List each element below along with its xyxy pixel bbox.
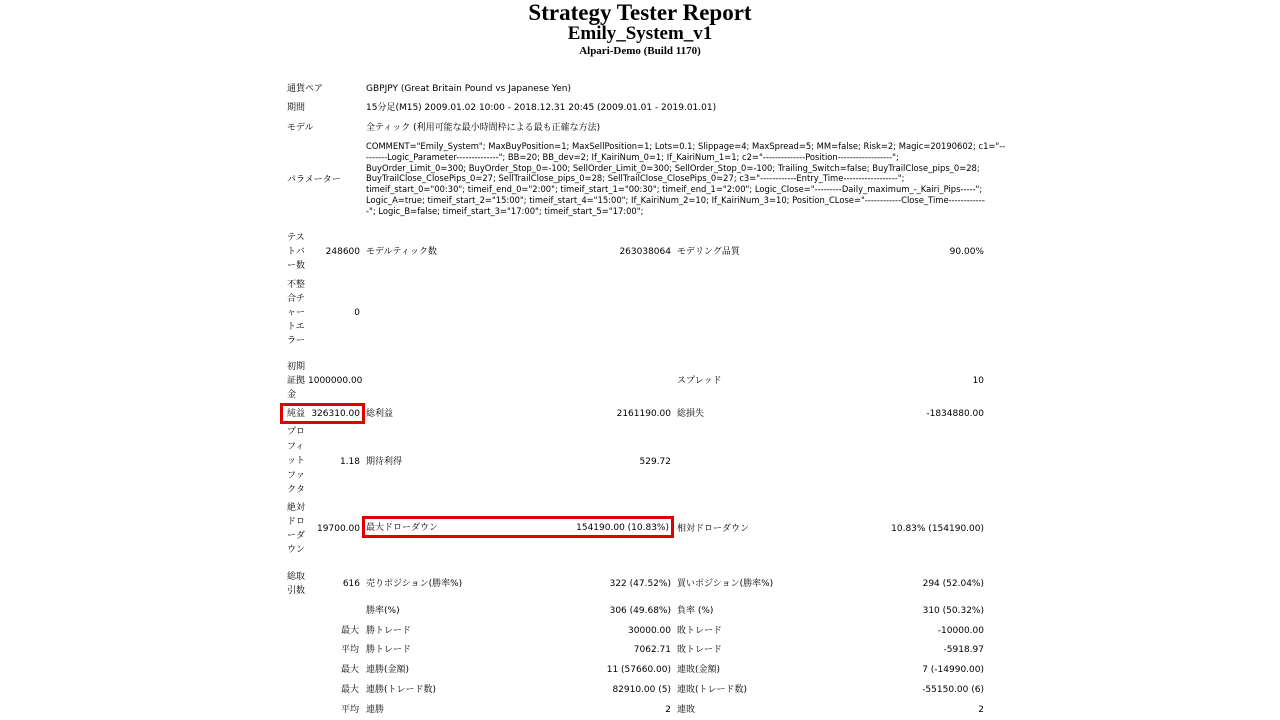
report-title: Strategy Tester Report bbox=[528, 0, 752, 25]
long-value: 294 (52.04%) bbox=[922, 579, 984, 589]
model-ticks-label: モデルティック数 bbox=[366, 247, 437, 257]
win-rate-label: 勝率(%) bbox=[366, 606, 400, 616]
max1-label: 最大 bbox=[341, 665, 360, 675]
params-line: timeif_start_0="00:30"; timeif_end_0="2:00"; timeif_start_1="00:30"; timeif_end_1="2:00"; Logic_Close="---------Daily_maximum_-_Kairi_Pips-----"; bbox=[366, 184, 983, 195]
model-label: モデル bbox=[287, 123, 314, 133]
period-value: 15分足(M15) 2009.01.02 10:00 - 2018.12.31 20:45 (2009.01.01 - 2019.01.01) bbox=[366, 103, 717, 113]
largest-win-value: 30000.00 bbox=[628, 626, 671, 636]
rel-dd-value: 10.83% (154190.00) bbox=[891, 524, 984, 534]
short-label: 売りポジション(勝率%) bbox=[366, 579, 463, 589]
params-line: COMMENT="Emily_System"; MaxBuyPosition=1; MaxSellPosition=1; Lots=0.1; Slippage=4; MaxSpread=5; MM=false; Risk=2; Magic=20190602; c1="-- bbox=[366, 141, 1006, 151]
net-profit-value: 326310.00 bbox=[311, 409, 360, 419]
params-label: パラメーター bbox=[287, 175, 341, 185]
modeling-quality-value: 90.00% bbox=[949, 247, 984, 257]
expected-payoff-value: 529.72 bbox=[639, 457, 671, 467]
total-trades-label: 総取引数 bbox=[287, 572, 306, 596]
largest-label: 最大 bbox=[341, 626, 360, 636]
expected-payoff-label: 期待利得 bbox=[366, 457, 403, 467]
avg-win-label: 勝トレード bbox=[366, 645, 412, 655]
period-label: 期間 bbox=[287, 103, 306, 113]
modeling-quality-label: モデリング品質 bbox=[677, 247, 740, 257]
avg-loss-value: -5918.97 bbox=[943, 645, 984, 655]
avg-loss-label: 敗トレード bbox=[677, 645, 723, 655]
win-rate-value: 306 (49.68%) bbox=[609, 606, 671, 616]
largest-loss-label: 敗トレード bbox=[677, 626, 723, 636]
model-ticks-value: 263038064 bbox=[619, 247, 671, 257]
max-consec-loss-value: -55150.00 (6) bbox=[922, 685, 984, 695]
net-profit-label: 純益 bbox=[287, 409, 306, 419]
params-line: -------Logic_Parameter--------------"; BB=20; BB_dev=2; If_KairiNum_0=1; If_KairiNum_1=1; c2="--------------Position------------------"; bbox=[366, 151, 899, 162]
pair-value: GBPJPY (Great Britain Pound vs Japanese Yen) bbox=[366, 84, 571, 94]
max-dd-value: 154190.00 (10.83%) bbox=[576, 523, 669, 533]
short-value: 322 (47.52%) bbox=[609, 579, 671, 589]
params-line: Logic_A=true; timeif_start_2="15:00"; timeif_start_4="15:00"; If_KairiNum_2=10; If_KairiNum_3=10; Position_CLose="------------Close_Time------------ bbox=[366, 194, 985, 205]
max-consec-loss-label: 連敗(トレード数) bbox=[677, 685, 748, 695]
average-label: 平均 bbox=[341, 645, 360, 655]
rel-dd-label: 相対ドローダウン bbox=[677, 524, 750, 534]
max-consec-wins-label: 連勝(金額) bbox=[366, 665, 410, 675]
max-consec-wins-value: 11 (57660.00) bbox=[606, 665, 671, 675]
params-value bbox=[366, 141, 1005, 217]
avg-consec-wins-value: 2 bbox=[665, 705, 671, 715]
test-bars-value: 248600 bbox=[325, 247, 360, 257]
avg-win-value: 7062.71 bbox=[633, 645, 671, 655]
mismatch-label: 不整合チャートエラー bbox=[287, 280, 306, 346]
params-line: BuyTrailClose_ClosePips_0=27; SellTrailClose_pips_0=28; SellTrailClose_ClosePips_0=27; c3="------------Entry_Time------------------"; bbox=[366, 173, 905, 184]
long-label: 買いポジション(勝率%) bbox=[677, 579, 774, 589]
max2-label: 最大 bbox=[341, 685, 360, 695]
avg-consec-losses-value: 2 bbox=[978, 705, 984, 715]
avg-consec-losses-label: 連敗 bbox=[677, 705, 696, 715]
max-consec-losses-value: 7 (-14990.00) bbox=[922, 665, 984, 675]
ea-name: Emily_System_v1 bbox=[567, 23, 713, 44]
spread-label: スプレッド bbox=[677, 376, 722, 386]
avg2-label: 平均 bbox=[341, 705, 360, 715]
gross-profit-value: 2161190.00 bbox=[616, 409, 671, 419]
max-dd-label: 最大ドローダウン bbox=[366, 523, 439, 533]
gross-profit-label: 総利益 bbox=[366, 409, 394, 419]
largest-win-label: 勝トレード bbox=[366, 626, 412, 636]
params-line: -"; Logic_B=false; timeif_start_3="17:00"; timeif_start_5="17:00"; bbox=[366, 205, 644, 216]
initial-deposit-label: 初期証拠金 bbox=[287, 362, 306, 400]
abs-dd-value: 19700.00 bbox=[317, 524, 360, 534]
max-consec-profit-value: 82910.00 (5) bbox=[612, 685, 671, 695]
mismatch-value: 0 bbox=[354, 308, 360, 318]
largest-loss-value: -10000.00 bbox=[937, 626, 984, 636]
max-consec-profit-label: 連勝(トレード数) bbox=[366, 685, 437, 695]
test-bars-label: テストバー数 bbox=[287, 233, 306, 271]
spread-value: 10 bbox=[972, 376, 984, 386]
pair-label: 通貨ペア bbox=[287, 84, 324, 94]
model-value: 全ティック (利用可能な最小時間枠による最も正確な方法) bbox=[366, 123, 601, 133]
initial-deposit-value: 1000000.00 bbox=[308, 376, 363, 386]
loss-rate-label: 負率 (%) bbox=[677, 606, 714, 616]
total-trades-value: 616 bbox=[342, 579, 360, 589]
params-line: BuyOrder_Limit_0=300; BuyOrder_Stop_0=-100; SellOrder_Limit_0=300; SellOrder_Stop_0=-100; Trailing_Switch=false; BuyTrailClose_pips_0=28; bbox=[366, 162, 980, 173]
avg-consec-wins-label: 連勝 bbox=[366, 705, 385, 715]
server-info: Alpari-Demo (Build 1170) bbox=[579, 45, 701, 57]
abs-dd-label: 絶対ドローダウン bbox=[287, 503, 306, 555]
gross-loss-label: 総損失 bbox=[677, 409, 705, 419]
loss-rate-value: 310 (50.32%) bbox=[922, 606, 984, 616]
gross-loss-value: -1834880.00 bbox=[926, 409, 984, 419]
profit-factor-label: プロフィットファクタ bbox=[287, 427, 306, 495]
max-consec-losses-label: 連敗(金額) bbox=[677, 665, 721, 675]
profit-factor-value: 1.18 bbox=[339, 457, 360, 467]
